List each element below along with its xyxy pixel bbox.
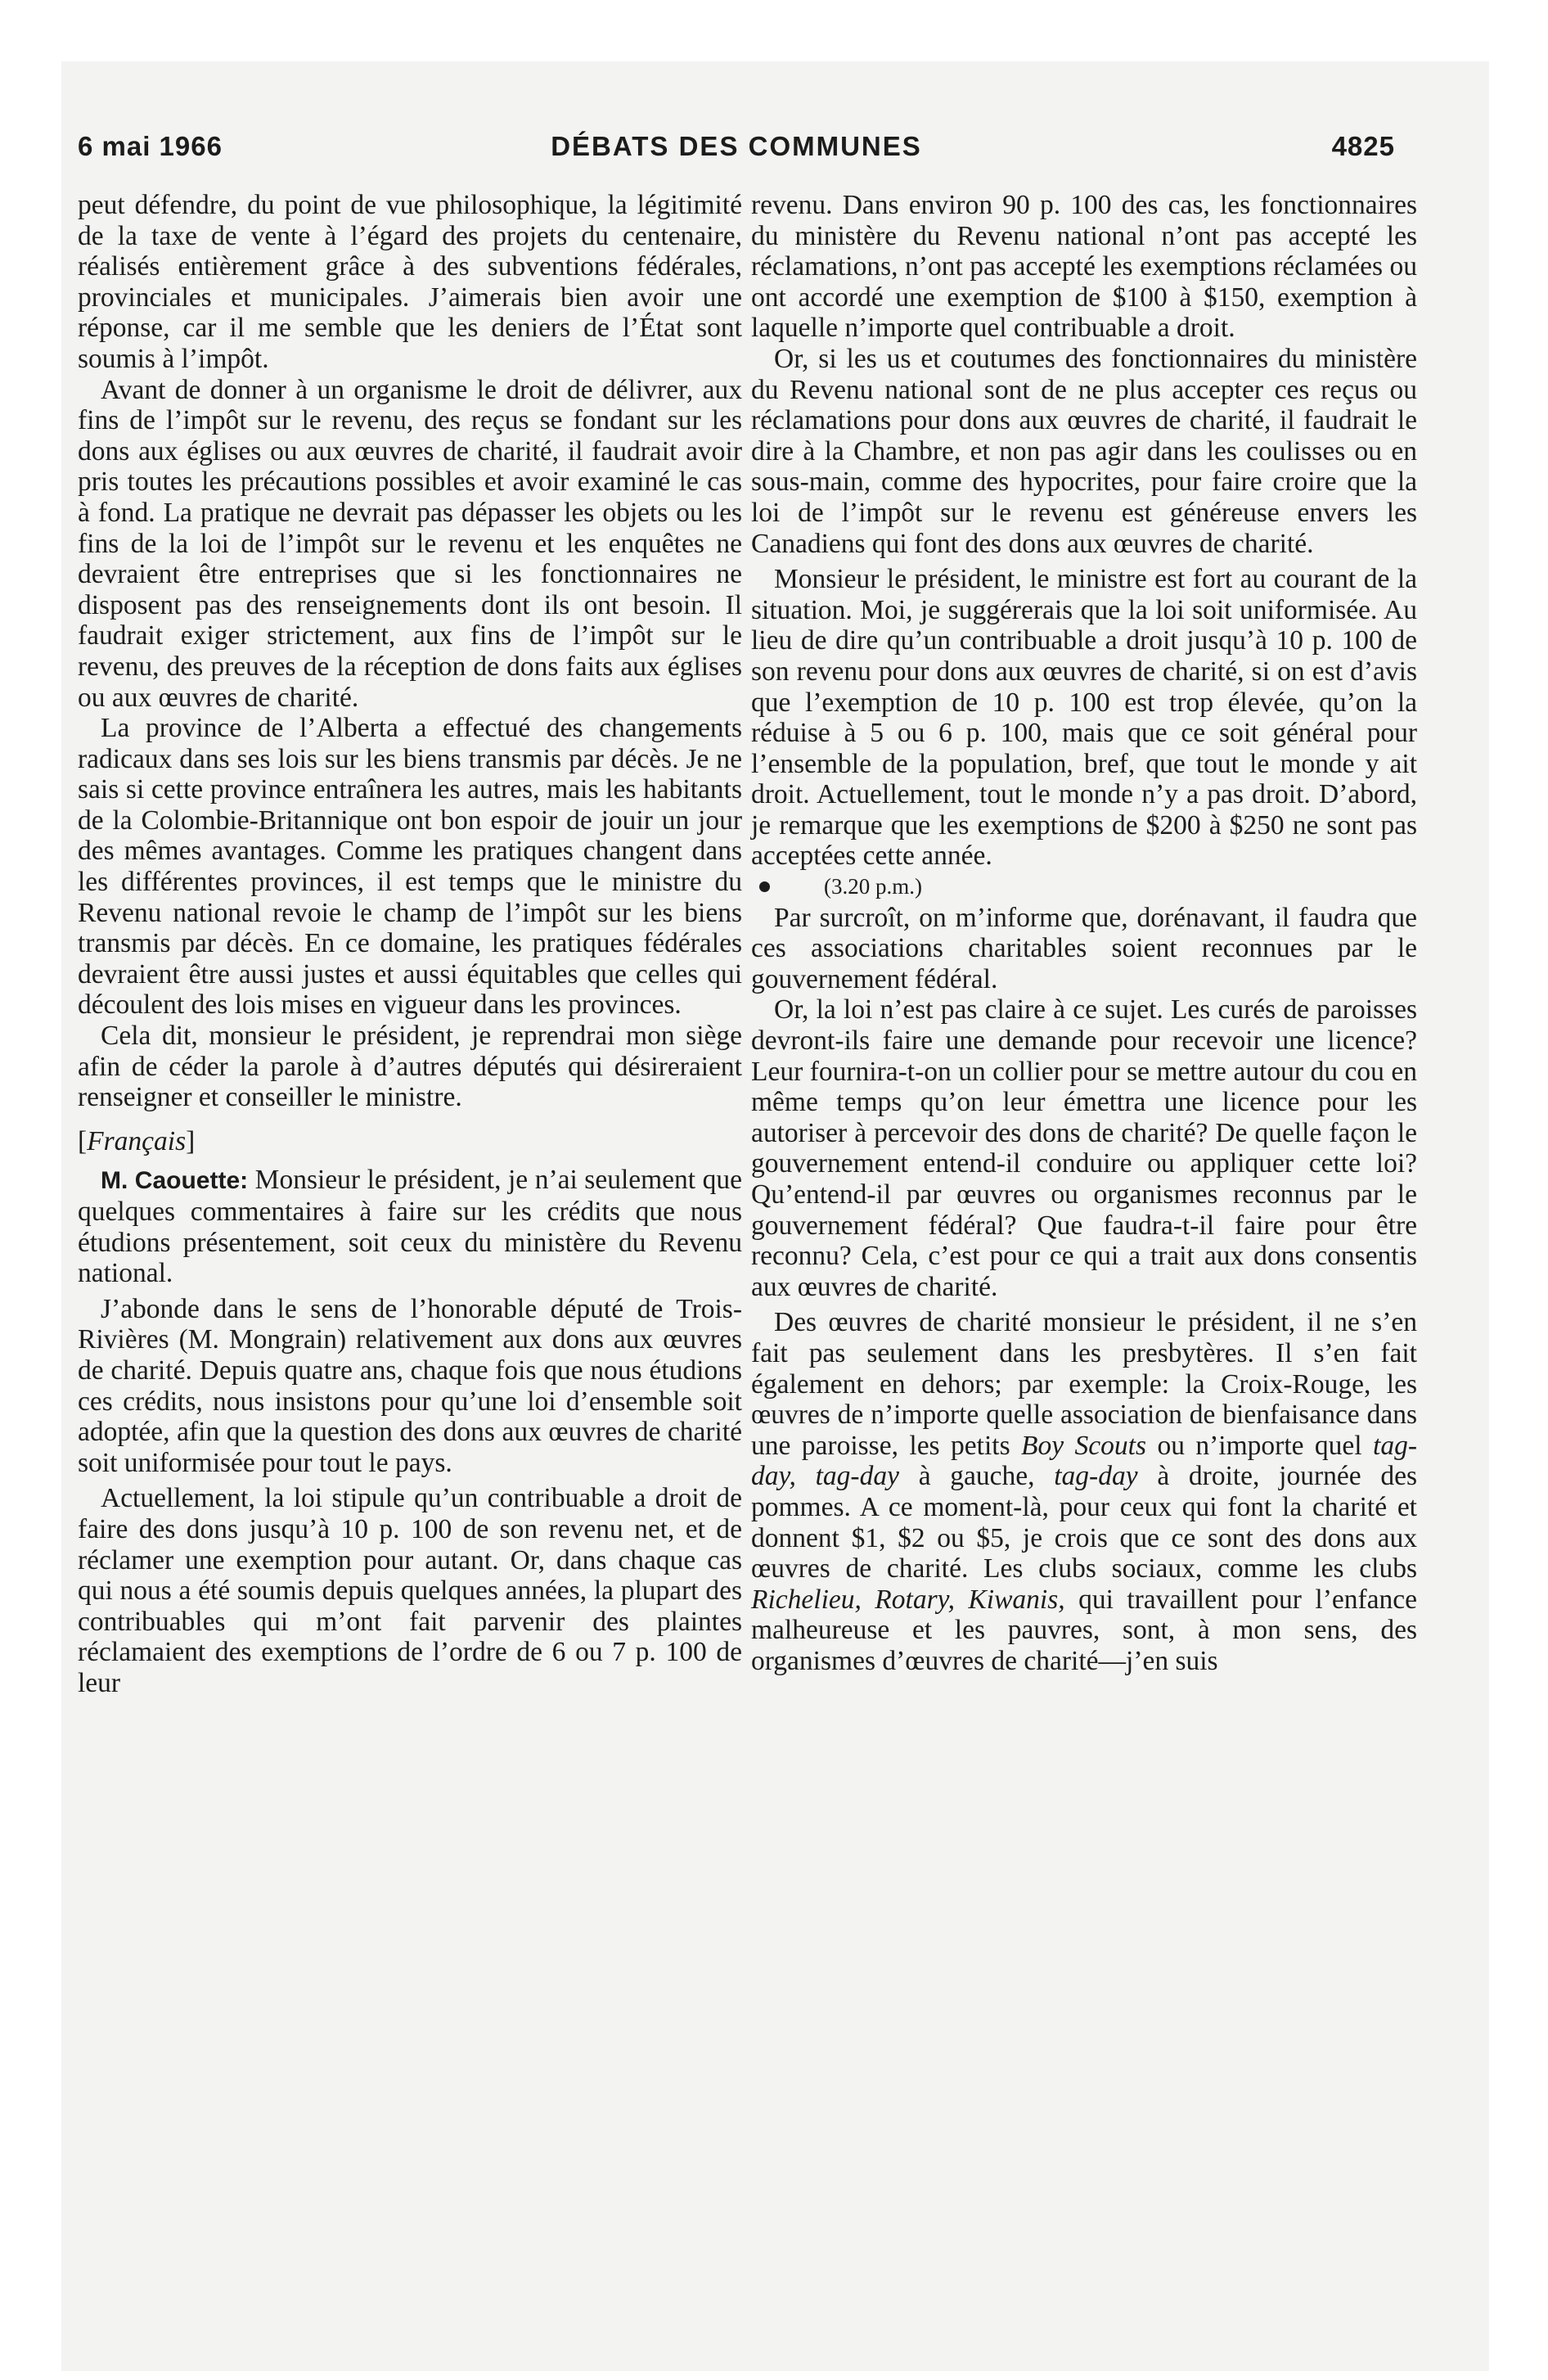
timestamp xyxy=(751,872,1417,903)
paragraph: Actuellement, la loi stipule qu’un contribuable a droit de faire des dons jusqu’à 10 p. 100 de son revenu net, et de réclamer une exemption pour autant. Or, dans chaque cas qui nous a été soumis depuis quelques années, la plupart des contribuables qui m’ont fait parvenir des plaintes réclamaient des exemptions de l’ordre de 6 ou 7 p. 100 de leur xyxy=(78,1483,742,1698)
speech-text: Monsieur le président, je n’ai seulement que quelques commentaires à faire sur les crédits que nous étudions présentement, soit ceux du ministère du Revenu national. xyxy=(78,1165,743,1289)
header-date: 6 mai 1966 xyxy=(78,131,223,161)
text-run: Des œuvres de charité monsieur le président, il ne s’en fait pas seulement dans les presbytères. Il s’en fait également en dehors; par exemple: la Croix-Rouge, les œuvres de n’importe quelle association de bienfaisance dans une paroisse, les petits xyxy=(751,1307,1417,1461)
timestamp-text: (3.20 p.m.) xyxy=(824,874,922,899)
bracket-open: [ xyxy=(78,1125,88,1156)
text-run: ou n’importe quel xyxy=(1146,1430,1374,1461)
italic-run: tag-day xyxy=(1054,1461,1138,1492)
bracket-close: ] xyxy=(186,1125,196,1156)
italic-run: tag-day, tag-day xyxy=(751,1430,1418,1492)
text-run: à gauche, xyxy=(898,1461,1055,1492)
header-page-number: 4825 xyxy=(1331,131,1395,161)
paragraph: Par surcroît, on m’informe que, dorénavant, il faudra que ces associations charitables soient reconnues par le gouvernement fédéral. xyxy=(751,902,1417,994)
header-title: DÉBATS DES COMMUNES xyxy=(551,131,922,161)
paragraph: Or, si les us et coutumes des fonctionnaires du ministère du Revenu national sont de ne plus accepter ces reçus ou réclamations pour dons aux œuvres de charité, il faudrait le dire à la Chambre, et non pas agir dans les coulisses ou en sous-main, comme des hypocrites, pour faire croire que la loi de l’impôt sur le revenu est généreuse envers les Canadiens qui font des dons aux œuvres de charité. xyxy=(751,343,1417,559)
paragraph: Monsieur le président, le ministre est fort au courant de la situation. Moi, je suggérerais que la loi soit uniformisée. Au lieu de dire qu’un contribuable a droit jusqu’à 10 p. 100 de son revenu pour dons aux œuvres de charité, si on est d’avis que l’exemption de 10 p. 100 est trop élevée, qu’on la réduise à 5 ou 6 p. 100, mais que ce soit général pour l’ensemble de la population, bref, que tout le monde y ait droit. Actuellement, tout le monde n’y a pas droit. D’abord, je remarque que les exemptions de $200 à $250 ne sont pas acceptées cette année. xyxy=(751,564,1417,872)
paragraph: J’abonde dans le sens de l’honorable député de Trois-Rivières (M. Mongrain) relativement aux dons aux œuvres de charité. Depuis quatre ans, chaque fois que nous étudions ces crédits, nous insistons pour qu’une loi d’ensemble soit adoptée, afin que la question des dons aux œuvres de charité soit uniformisée pour tout le pays. xyxy=(78,1293,742,1478)
paragraph: Avant de donner à un organisme le droit de délivrer, aux fins de l’impôt sur le revenu, des reçus se fondant sur les dons aux églises ou aux œuvres de charité, il faudrait avoir pris toutes les précautions possibles et avoir examiné le cas à fond. La pratique ne devrait pas dépasser les objets ou les fins de la loi de l’impôt sur le revenu et les enquêtes ne devraient être entreprises que si les fonctionnaires ne disposent pas des renseignements dont ils ont besoin. Il faudrait exiger strictement, aux fins de l’impôt sur le revenu, des preuves de la réception de dons faits aux églises ou aux œuvres de charité. xyxy=(78,374,742,713)
left-column xyxy=(78,190,742,1699)
paragraph: Or, la loi n’est pas claire à ce sujet. Les curés de paroisses devront-ils faire une demande pour recevoir une licence? Leur fournira-t-on un collier pour se mettre autour du cou en même temps qu’on leur émettra une licence pour les autoriser à percevoir des dons de charité? De quelle façon le gouvernement entend-il conduire ou appliquer cette loi? Qu’entend-il par œuvres ou organismes reconnus par le gouvernement fédéral? Que faudra-t-il faire pour être reconnu? Cela, c’est pour ce qui a trait aux dons consentis aux œuvres de charité. xyxy=(751,994,1417,1302)
italic-run: Boy Scouts xyxy=(1021,1430,1147,1461)
bullet-icon xyxy=(759,881,770,892)
text-run: qui travaillent pour l’enfance malheureuse et les pauvres, sont, à mon sens, des organismes d’œuvres de charité—j’en suis xyxy=(751,1584,1417,1676)
paragraph xyxy=(751,1307,1417,1676)
right-column xyxy=(751,190,1417,1677)
text-run: à droite, journée des pommes. A ce moment-là, pour ceux qui font la charité et donnent $1, $2 ou $5, je crois que ce sont des dons aux œuvres de charité. Les clubs sociaux, comme les clubs xyxy=(751,1461,1417,1584)
paragraph: La province de l’Alberta a effectué des changements radicaux dans ses lois sur les biens transmis par décès. Je ne sais si cette province entraînera les autres, mais les habitants de la Colombie-Britannique ont bon espoir de jouir un jour des mêmes avantages. Comme les pratiques changent dans les différentes provinces, il est temps que le ministre du Revenu national revoie le champ de l’impôt sur les biens transmis par décès. En ce domaine, les pratiques fédérales devraient être aussi justes et aussi équitables que celles qui découlent des lois mises en vigueur dans les provinces. xyxy=(78,713,742,1021)
paragraph: revenu. Dans environ 90 p. 100 des cas, les fonctionnaires du ministère du Revenu national n’ont pas accepté les réclamations, n’ont pas accepté les exemptions réclamées ou ont accordé une exemption de $100 à $150, exemption à laquelle n’importe quel contribuable a droit. xyxy=(751,190,1417,344)
speaker-name: M. Caouette: xyxy=(101,1167,249,1195)
language-label: Français xyxy=(87,1125,187,1156)
language-marker xyxy=(78,1126,742,1157)
page-header xyxy=(78,131,1395,172)
italic-run: Richelieu, Rotary, Kiwanis, xyxy=(751,1584,1065,1615)
paragraph: Cela dit, monsieur le président, je reprendrai mon siège afin de céder la parole à d’autres députés qui désireraient renseigner et conseiller le ministre. xyxy=(78,1021,742,1113)
paragraph xyxy=(78,1165,742,1288)
paragraph: peut défendre, du point de vue philosophique, la légitimité de la taxe de vente à l’égard des projets du centenaire, réalisés entièrement grâce à des subventions fédérales, provinciales et municipales. J’aimerais bien avoir une réponse, car il me semble que les deniers de l’État sont soumis à l’impôt. xyxy=(78,190,742,374)
